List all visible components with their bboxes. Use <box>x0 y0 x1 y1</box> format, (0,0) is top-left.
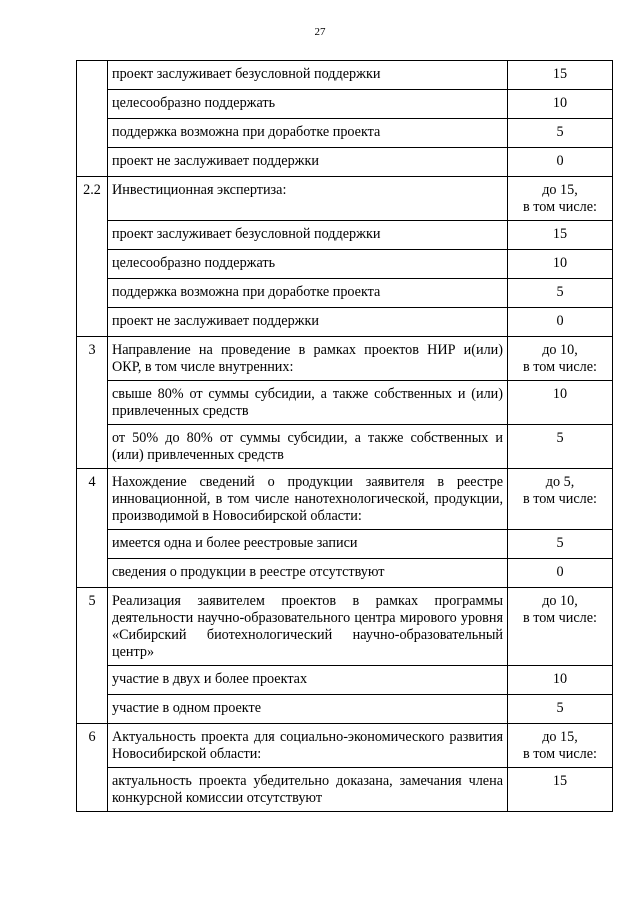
table-row <box>77 695 613 724</box>
criterion-title: Актуальность проекта для социально-экономического развития Новосибирской области: <box>108 724 508 768</box>
table-row <box>77 425 613 469</box>
criterion-score: 0 <box>508 559 613 588</box>
criterion-option: участие в одном проекте <box>108 695 508 724</box>
criterion-score: 5 <box>508 695 613 724</box>
criteria-table-body <box>77 61 613 812</box>
criterion-score: 15 <box>508 61 613 90</box>
criterion-number: 3 <box>77 337 108 469</box>
table-row <box>77 724 613 768</box>
table-row <box>77 119 613 148</box>
criterion-option: проект не заслуживает поддержки <box>108 148 508 177</box>
criterion-option: участие в двух и более проектах <box>108 666 508 695</box>
table-row <box>77 177 613 221</box>
table-row <box>77 221 613 250</box>
table-row <box>77 90 613 119</box>
criterion-score: 5 <box>508 279 613 308</box>
table-row <box>77 381 613 425</box>
criterion-number: 6 <box>77 724 108 812</box>
criterion-score: 10 <box>508 90 613 119</box>
criterion-option: свыше 80% от суммы субсидии, а также собственных и (или) привлеченных средств <box>108 381 508 425</box>
table-row <box>77 61 613 90</box>
criterion-score: до 10, в том числе: <box>508 588 613 666</box>
criteria-table <box>76 60 613 812</box>
criterion-number: 2.2 <box>77 177 108 337</box>
table-row <box>77 588 613 666</box>
criterion-score: 5 <box>508 425 613 469</box>
criterion-score: 15 <box>508 768 613 812</box>
criterion-option: сведения о продукции в реестре отсутствуют <box>108 559 508 588</box>
table-row <box>77 279 613 308</box>
criterion-title: Направление на проведение в рамках проектов НИР и(или) ОКР, в том числе внутренних: <box>108 337 508 381</box>
criterion-option: от 50% до 80% от суммы субсидии, а также собственных и (или) привлеченных средств <box>108 425 508 469</box>
criterion-score: до 10, в том числе: <box>508 337 613 381</box>
criterion-title: Нахождение сведений о продукции заявителя в реестре инновационной, в том числе нанотехнологической, продукции, производимой в Новосибирской области: <box>108 469 508 530</box>
criterion-score: до 15, в том числе: <box>508 724 613 768</box>
table-row <box>77 530 613 559</box>
page-number: 27 <box>314 26 326 38</box>
criterion-option: проект не заслуживает поддержки <box>108 308 508 337</box>
criterion-number <box>77 61 108 177</box>
criterion-score: 10 <box>508 666 613 695</box>
criterion-score: до 5, в том числе: <box>508 469 613 530</box>
criterion-score: 10 <box>508 250 613 279</box>
criterion-option: актуальность проекта убедительно доказана, замечания члена конкурсной комиссии отсутствуют <box>108 768 508 812</box>
criterion-number: 5 <box>77 588 108 724</box>
criterion-title: Инвестиционная экспертиза: <box>108 177 508 221</box>
table-row <box>77 250 613 279</box>
criterion-score: 0 <box>508 308 613 337</box>
criterion-score: 10 <box>508 381 613 425</box>
criterion-option: целесообразно поддержать <box>108 250 508 279</box>
criterion-option: поддержка возможна при доработке проекта <box>108 279 508 308</box>
criterion-score: 5 <box>508 119 613 148</box>
table-row <box>77 469 613 530</box>
table-row <box>77 666 613 695</box>
criterion-score: 5 <box>508 530 613 559</box>
criterion-option: имеется одна и более реестровые записи <box>108 530 508 559</box>
table-row <box>77 308 613 337</box>
criterion-option: проект заслуживает безусловной поддержки <box>108 221 508 250</box>
criterion-score: до 15, в том числе: <box>508 177 613 221</box>
table-row <box>77 148 613 177</box>
criterion-option: целесообразно поддержать <box>108 90 508 119</box>
criterion-number: 4 <box>77 469 108 588</box>
table-row <box>77 559 613 588</box>
table-row <box>77 768 613 812</box>
criterion-title: Реализация заявителем проектов в рамках программы деятельности научно-образовательного центра мирового уровня «Сибирский биотехнологический научно-образовательный центр» <box>108 588 508 666</box>
table-row <box>77 337 613 381</box>
criterion-option: поддержка возможна при доработке проекта <box>108 119 508 148</box>
criterion-score: 0 <box>508 148 613 177</box>
criterion-score: 15 <box>508 221 613 250</box>
criterion-option: проект заслуживает безусловной поддержки <box>108 61 508 90</box>
